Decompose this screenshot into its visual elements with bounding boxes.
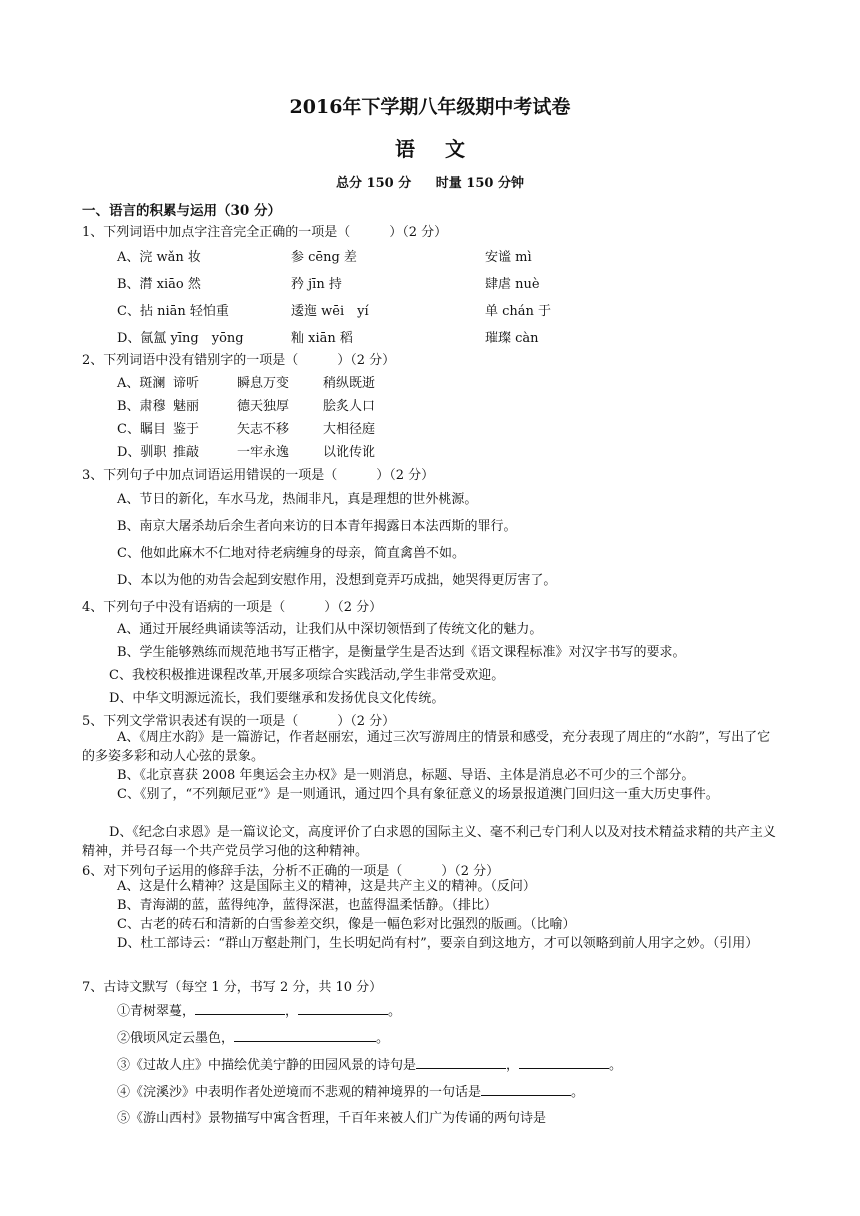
q5-option-a: A、《周庄水韵》是一篇游记，作者赵丽宏，通过三次写游周庄的情景和感受，充分表现了周庄的“水韵”，写出了它的多姿多彩和动人心弦的景象。 (82, 730, 771, 764)
q4-option-a: A、通过开展经典诵读等活动，让我们从中深切领悟到了传统文化的魅力。 (117, 622, 543, 637)
question-1-stem: 1、下列词语中加点字注音完全正确的一项是（ ）（2 分） (82, 225, 448, 240)
q2-c-2: 鉴于 (173, 422, 200, 437)
q7-item-2-text: ②俄顷风定云墨色， (117, 1031, 235, 1046)
answer-blank[interactable] (481, 1082, 571, 1096)
q2-a-2: 谛听 (173, 376, 200, 391)
q1-b-1: B、潸 xiāo 然 (117, 277, 201, 292)
q2-row-a (117, 372, 375, 391)
q1-d-2: 籼 xiān 稻 (291, 331, 353, 346)
q1-d-3: 璀璨 càn (485, 331, 539, 346)
q2-row-c (117, 418, 375, 437)
q2-d-2: 推敲 (173, 445, 200, 460)
q3-option-d: D、本以为他的劝告会起到安慰作用，没想到竟弄巧成拙，她哭得更厉害了。 (117, 573, 557, 588)
q1-a-1: A、浣 wǎn 妆 (117, 250, 201, 265)
q2-b-1: B、肃穆 (117, 399, 166, 414)
q2-a-3: 瞬息万变 (237, 376, 290, 391)
q1-d-1: D、氤氲 yīng yōng (117, 331, 244, 346)
time-limit: 时量 150 分钟 (435, 176, 524, 191)
q5-option-b: B、《北京喜获 2008 年奥运会主办权》是一则消息，标题、导语、主体是消息必不可少的三个部分。 (117, 768, 695, 783)
answer-blank[interactable] (234, 1028, 376, 1042)
question-2-stem: 2、下列词语中没有错别字的一项是（ ）（2 分） (82, 353, 396, 368)
q1-c-1: C、拈 niān 轻怕重 (117, 304, 229, 319)
question-4-stem: 4、下列句子中没有语病的一项是（ ）（2 分） (82, 600, 383, 615)
total-score: 总分 150 分 (336, 176, 412, 191)
q4-option-c: C、我校积极推进课程改革,开展多项综合实践活动,学生非常受欢迎。 (109, 668, 505, 683)
q1-a-3: 安谧 mì (485, 250, 532, 265)
q2-d-3: 一牢永逸 (237, 445, 290, 460)
q7-item-5: ⑤《游山西村》景物描写中寓含哲理，千百年来被人们广为传诵的两句诗是 (117, 1111, 547, 1126)
q5-option-d: D、《纪念白求恩》是一篇议论文，高度评价了白求恩的国际主义、毫不利己专门利人以及对技术精益求精的共产主义精神，并号召每一个共产党员学习他的这种精神。 (82, 825, 776, 859)
answer-blank[interactable] (195, 1001, 285, 1015)
q2-d-1: D、驯职 (117, 445, 167, 460)
period: 。 (388, 1004, 402, 1019)
q6-option-a: A、这是什么精神？这是国际主义的精神，这是共产主义的精神。（反问） (117, 879, 536, 894)
section-heading: 一、语言的积累与运用（30 分） (82, 203, 281, 219)
comma: ， (285, 1004, 299, 1019)
answer-blank[interactable] (298, 1001, 388, 1015)
answer-blank[interactable] (519, 1055, 609, 1069)
q7-item-1-text: ①青树翠蔓， (117, 1004, 196, 1019)
exam-title: 2016年下学期八年级期中考试卷 (289, 96, 571, 118)
q5-option-c: C、《别了，“不列颠尼亚”》是一则通讯，通过四个具有象征意义的场景报道澳门回归这一重大历史事件。 (117, 787, 719, 802)
q2-row-b (117, 395, 375, 414)
q2-c-3: 矢志不移 (237, 422, 290, 437)
q2-b-4: 脍炙人口 (323, 399, 376, 414)
q7-item-3 (117, 1054, 622, 1073)
q1-row-d (117, 327, 539, 346)
q2-row-d (117, 441, 375, 460)
score-info (0, 172, 860, 191)
q1-c-3: 单 chán 于 (485, 304, 552, 319)
q7-item-3-text: ③《过故人庄》中描绘优美宁静的田园风景的诗句是 (117, 1058, 417, 1073)
q1-b-3: 肆虐 nuè (485, 277, 540, 292)
q7-item-4-text: ④《浣溪沙》中表明作者处逆境而不悲观的精神境界的一句话是 (117, 1085, 482, 1100)
q4-option-d: D、中华文明源远流长，我们要继承和发扬优良文化传统。 (109, 691, 445, 706)
period: 。 (376, 1031, 390, 1046)
q6-option-b: B、青海湖的蓝，蓝得纯净，蓝得深湛，也蓝得温柔恬静。（排比） (117, 898, 498, 913)
q2-a-1: A、斑澜 (117, 376, 166, 391)
q1-c-2: 逶迤 wēi yí (291, 304, 369, 319)
q3-option-a: A、节日的新化，车水马龙，热闹非凡，真是理想的世外桃源。 (117, 492, 478, 507)
q2-b-2: 魅丽 (173, 399, 200, 414)
q1-row-c (117, 300, 551, 319)
question-5-stem: 5、下列文学常识表述有误的一项是（ ）（2 分） (82, 714, 396, 729)
q1-b-2: 矜 jīn 持 (291, 277, 342, 292)
q2-c-1: C、瞩目 (117, 422, 166, 437)
q3-option-b: B、南京大屠杀劫后余生者向来访的日本青年揭露日本法西斯的罪行。 (117, 519, 517, 534)
period: 。 (609, 1058, 623, 1073)
q3-option-c: C、他如此麻木不仁地对待老病缠身的母亲，简直禽兽不如。 (117, 546, 465, 561)
q7-item-4 (117, 1081, 584, 1100)
q6-option-c: C、古老的砖石和清新的白雪参差交织，像是一幅色彩对比强烈的版画。（比喻） (117, 917, 576, 932)
period: 。 (571, 1085, 585, 1100)
question-7-stem: 7、古诗文默写（每空 1 分，书写 2 分，共 10 分） (82, 980, 383, 995)
q1-row-b (117, 273, 540, 292)
subject-title: 语文 (395, 137, 495, 161)
q4-option-b: B、学生能够熟练而规范地书写正楷字，是衡量学生是否达到《语文课程标准》对汉字书写的要求。 (117, 645, 686, 660)
answer-blank[interactable] (416, 1055, 506, 1069)
comma: ， (506, 1058, 520, 1073)
question-6-stem: 6、对下列句子运用的修辞手法，分析不正确的一项是（ ）（2 分） (82, 864, 500, 879)
q6-option-d: D、杜工部诗云：“群山万壑赴荆门，生长明妃尚有村”，要亲自到这地方，才可以领略到前人用字之妙。（引用） (117, 936, 759, 951)
q2-a-4: 稍纵既逝 (323, 376, 376, 391)
q1-row-a (117, 246, 532, 265)
q7-item-1 (117, 1000, 401, 1019)
q2-c-4: 大相径庭 (323, 422, 376, 437)
q1-a-2: 参 cēng 差 (291, 250, 357, 265)
q7-item-2 (117, 1027, 389, 1046)
q2-d-4: 以讹传讹 (323, 445, 376, 460)
question-3-stem: 3、下列句子中加点词语运用错误的一项是（ ）（2 分） (82, 468, 435, 483)
q2-b-3: 德天独厚 (237, 399, 290, 414)
